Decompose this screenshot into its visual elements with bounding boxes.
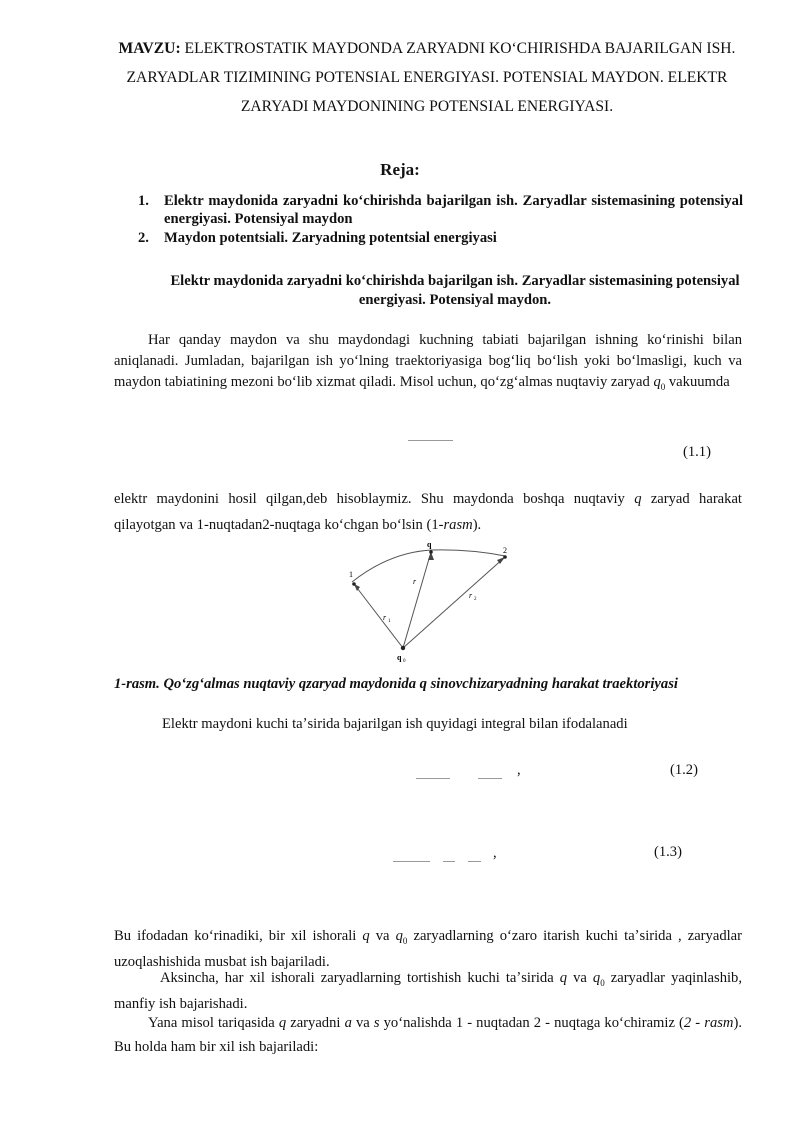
title-text: ELEKTROSTATIK MAYDONDA ZARYADNI KOʻCHIRISHDA BAJARILGAN ISH. ZARYADLAR TIZIMINING POTENSIAL ENERGIYASI. POTENSIAL MAYDON. ELEKTR ZARYADI MAYDONINING POTENSIAL ENERGIYASI. [126,40,736,115]
paragraph-4: Bu ifodadan koʻrinadiki, bir xil ishorali q va $q_0$ zaryadlarning oʻzaro itarish kuchi taʼsirida , zaryadlar uzoqlashishida musbat ish bajariladi. [114,928,743,970]
label-r1: r [383,613,387,622]
formula-2-line-b [478,778,502,779]
label-q0: q [397,653,402,662]
equation-number-3: (1.3) [654,844,682,860]
trajectory-figure [330,540,530,665]
label-r2: r [469,591,473,600]
figure-caption: 1-rasm. Qoʻzgʻalmas nuqtaviy qzaryad maydonida q sinovchizaryadning harakat traektoriyasi [114,676,678,692]
formula-1-fraction-line [408,440,453,441]
section-title: Elektr maydonida zaryadni koʻchirishda bajarilgan ish. Zaryadlar sistemasining potensiyal energiyasi. Potensiyal maydon. [170,273,740,308]
paragraph-5: Aksincha, har xil ishorali zaryadlarning tortishish kuchi taʼsirida q va $q_0$ zaryadlar yaqinlashib, manfiy ish bajarishadi. [114,970,743,1012]
label-1: 1 [349,570,353,579]
plan-item-text: Elektr maydonida zaryadni koʻchirishda bajarilgan ish. Zaryadlar sistemasining potensiyal energiyasi. Potensiyal maydon [164,193,743,227]
formula-3-line-c [468,861,481,862]
plan-item-number: 2. [138,230,149,246]
point-q0 [401,646,405,650]
point-q [429,550,433,554]
formula-2-comma: , [517,762,521,778]
formula-3-line-a [393,861,430,862]
point-1 [352,582,356,586]
symbol-q0: q [653,374,661,390]
label-r1-sub: 1 [388,619,391,624]
vector-r2 [403,557,505,648]
plan-item-number: 1. [138,193,149,209]
equation-number-2: (1.2) [670,762,698,778]
plan-item [138,229,743,247]
plan-heading: Reja: [380,160,420,179]
title-prefix: MAVZU: [118,40,181,57]
label-r2-sub: 2 [474,597,477,602]
point-2 [503,555,507,559]
label-r: r [413,577,417,586]
paragraph-3: Elektr maydoni kuchi taʼsirida bajarilgan ish quyidagi integral bilan ifodalanadi [162,716,628,732]
formula-3-comma: , [493,845,497,861]
label-2: 2 [503,546,507,555]
paragraph-6: Yana misol tariqasida q zaryadni a va s yoʻnalishda 1 - nuqtadan 2 - nuqtaga koʻchiramiz (2 - rasm). Bu holda ham bir xil ish bajariladi: [114,1015,742,1055]
page-title [112,34,742,121]
label-q: q [427,540,432,549]
formula-2-line-a [416,778,450,779]
plan-item [138,192,743,228]
paragraph-2: elektr maydonini hosil qilgan,deb hisoblaymiz. Shu maydonda boshqa nuqtaviy q zaryad harakat qilayotgan va 1-nuqtadan2-nuqtaga koʻchgan boʻlsin (1-rasm). [114,491,742,533]
formula-3-line-b [443,861,455,862]
paragraph-1: Har qanday maydon va shu maydondagi kuchning tabiati bajarilgan ishning koʻrinishi bilan aniqlanadi. Jumladan, bajarilgan ish yoʻlning traektoriyasiga bogʻliq boʻlish yoki boʻlmasligi, kuch va maydon tabiatining mezoni boʻlib xizmat qiladi. Misol uchun, qoʻzgʻalmas nuqtaviy zaryad $q_0$ vakuumda [114,332,742,392]
vector-r1 [354,584,403,648]
label-q0-sub: 0 [403,659,406,664]
equation-number-1: (1.1) [683,444,711,460]
plan-list [138,192,743,248]
vector-r [403,552,431,648]
plan-item-text: Maydon potentsiali. Zaryadning potentsial energiyasi [164,230,497,246]
